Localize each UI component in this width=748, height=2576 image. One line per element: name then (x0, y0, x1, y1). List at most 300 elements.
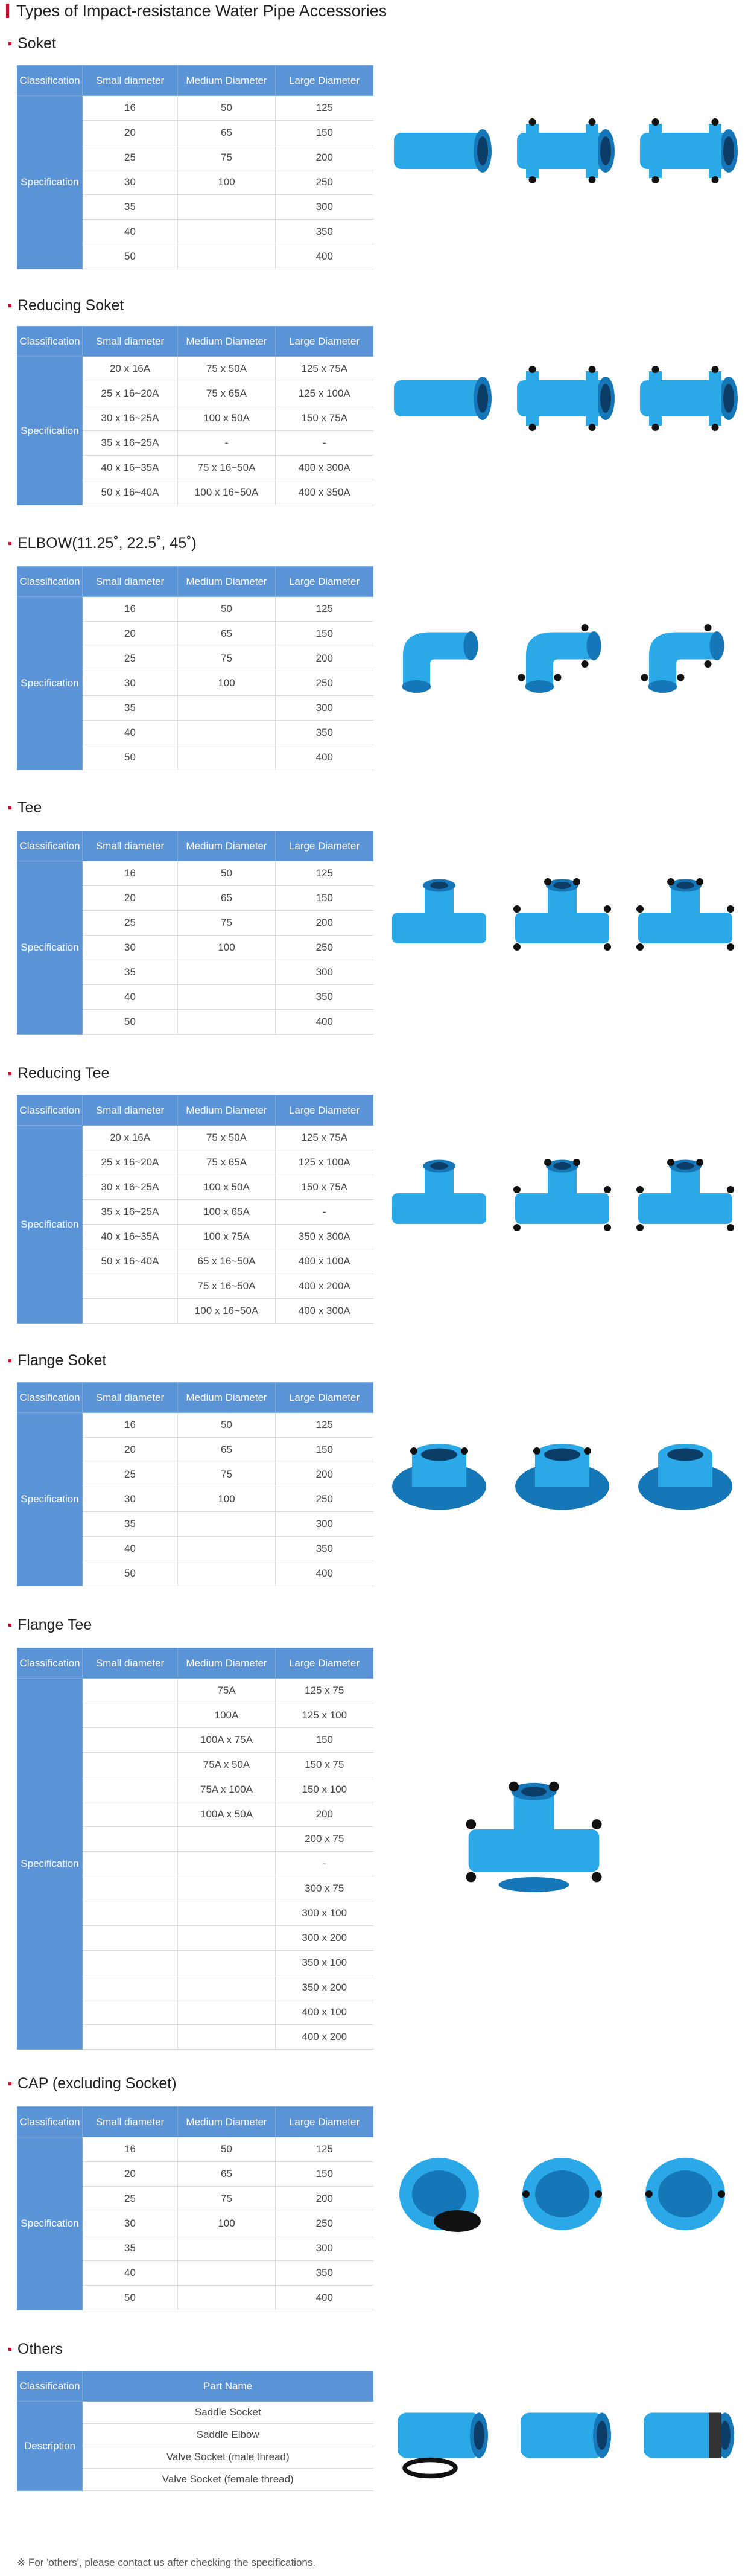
table-cell (178, 1827, 276, 1852)
table-cell: 100 x 65A (178, 1200, 276, 1225)
header-large-diameter: Large Diameter (276, 66, 373, 96)
table-cell: 75 (178, 1462, 276, 1487)
table-cell: 300 (276, 195, 373, 220)
header-classification: Classification (17, 2371, 83, 2402)
table-header-row (17, 1648, 373, 1679)
spec-table-reducing_tee (17, 1095, 373, 1324)
table-cell: 150 (276, 121, 373, 145)
table-cell: 300 (276, 2236, 373, 2261)
bullet-icon (8, 1359, 11, 1362)
header-classification: Classification (17, 327, 83, 357)
section-title-soket (8, 34, 56, 53)
table-cell: 100 x 50A (178, 1175, 276, 1200)
header-small-diameter: Small diameter (83, 327, 178, 357)
table-cell: 150 (276, 622, 373, 646)
table-row (17, 597, 373, 622)
section-title-text: Others (17, 2340, 63, 2358)
header-medium-diameter: Medium Diameter (178, 831, 276, 861)
table-cell: - (276, 431, 373, 456)
table-cell: - (276, 1200, 373, 1225)
table-cell: 40 (83, 985, 178, 1010)
fitting-image (631, 353, 740, 447)
fitting-image (385, 869, 493, 963)
table-cell (178, 244, 276, 269)
table-cell: 40 x 16~35A (83, 1225, 178, 1249)
table-cell: 35 (83, 960, 178, 985)
table-cell (83, 1802, 178, 1827)
table-cell: 350 x 100 (276, 1951, 373, 1975)
table-cell (83, 1679, 178, 1703)
table-cell: Saddle Elbow (83, 2424, 373, 2446)
header-large-diameter: Large Diameter (276, 567, 373, 597)
spec-table-reducing_soket (17, 326, 373, 505)
table-cell (178, 2236, 276, 2261)
table-cell: 100A x 75A (178, 1728, 276, 1753)
table-cell: 50 (178, 861, 276, 886)
row-label-specification: Specification (17, 1126, 83, 1324)
table-cell: 150 x 75 (276, 1753, 373, 1777)
header-small-diameter: Small diameter (83, 831, 178, 861)
table-cell (178, 960, 276, 985)
table-cell: 65 (178, 121, 276, 145)
table-cell: 150 (276, 1438, 373, 1462)
table-header-row (17, 327, 373, 357)
table-cell: 50 x 16~40A (83, 480, 178, 505)
section-title-tee (8, 798, 42, 817)
table-cell: 20 x 16A (83, 357, 178, 381)
fitting-image (631, 869, 740, 963)
table-cell (178, 220, 276, 244)
table-cell: 75 x 65A (178, 381, 276, 406)
bullet-icon (8, 2082, 11, 2085)
table-cell: 200 (276, 911, 373, 936)
table-cell: 75A x 100A (178, 1777, 276, 1802)
spec-table-tee (17, 831, 373, 1035)
table-cell: 35 (83, 195, 178, 220)
table-header-row (17, 1383, 373, 1413)
table-cell (83, 1975, 178, 2000)
fitting-image (631, 610, 740, 703)
fitting-image (508, 2149, 616, 2242)
table-cell: 250 (276, 2211, 373, 2236)
table-header-row (17, 1095, 373, 1126)
table-cell: 400 (276, 2286, 373, 2310)
header-small-diameter: Small diameter (83, 567, 178, 597)
bullet-icon (8, 2348, 11, 2351)
table-cell: 125 (276, 861, 373, 886)
bullet-icon (8, 1072, 11, 1075)
table-cell (178, 1901, 276, 1926)
fitting-image (508, 869, 616, 963)
table-cell: 125 x 100 (276, 1703, 373, 1728)
table-cell: 50 (178, 1413, 276, 1438)
section-title-flange_soket (8, 1351, 106, 1370)
table-cell (83, 1728, 178, 1753)
header-medium-diameter: Medium Diameter (178, 66, 276, 96)
table-cell: 40 (83, 220, 178, 244)
header-large-diameter: Large Diameter (276, 2107, 373, 2137)
row-label-specification: Specification (17, 861, 83, 1035)
header-large-diameter: Large Diameter (276, 1383, 373, 1413)
table-cell: 300 x 200 (276, 1926, 373, 1951)
table-cell: 25 (83, 646, 178, 671)
table-cell: 350 x 300A (276, 1225, 373, 1249)
table-cell: 40 (83, 721, 178, 745)
header-small-diameter: Small diameter (83, 1383, 178, 1413)
product-images-soket (385, 106, 740, 199)
table-cell: 30 (83, 170, 178, 195)
table-cell: 16 (83, 2137, 178, 2162)
table-cell (178, 1876, 276, 1901)
bullet-icon (8, 1624, 11, 1627)
table-cell: 300 x 100 (276, 1901, 373, 1926)
table-cell: 150 x 100 (276, 1777, 373, 1802)
table-header-row (17, 66, 373, 96)
table-cell: 350 x 200 (276, 1975, 373, 2000)
table-cell (83, 1753, 178, 1777)
table-cell: 100 (178, 671, 276, 696)
section-title-text: Flange Soket (17, 1351, 107, 1369)
table-cell: 25 (83, 2187, 178, 2211)
table-cell: 300 (276, 696, 373, 721)
table-cell: 200 x 75 (276, 1827, 373, 1852)
table-cell: 125 x 100A (276, 381, 373, 406)
table-cell: 50 (178, 597, 276, 622)
table-row (17, 1679, 373, 1703)
table-cell: 350 (276, 985, 373, 1010)
table (17, 566, 373, 770)
table-cell: Valve Socket (female thread) (83, 2469, 373, 2491)
table-cell: 200 (276, 1802, 373, 1827)
table-cell: 40 (83, 2261, 178, 2286)
table-cell: 35 (83, 2236, 178, 2261)
table-cell: 50 (83, 1010, 178, 1035)
table-cell: 50 (178, 96, 276, 121)
table-cell: 25 x 16~20A (83, 381, 178, 406)
table-cell (178, 1010, 276, 1035)
fitting-image (508, 1150, 616, 1243)
table-cell: 65 (178, 886, 276, 911)
table-cell: 125 x 75A (276, 357, 373, 381)
table-cell (178, 2286, 276, 2310)
table-header-row (17, 2371, 373, 2402)
header-medium-diameter: Medium Diameter (178, 1095, 276, 1126)
header-classification: Classification (17, 2107, 83, 2137)
table (17, 1382, 373, 1586)
table-cell: 50 (178, 2137, 276, 2162)
table-cell: 16 (83, 861, 178, 886)
header-classification: Classification (17, 831, 83, 861)
table-cell (83, 1926, 178, 1951)
table-cell: 20 x 16A (83, 1126, 178, 1150)
table-cell: 100 (178, 1487, 276, 1512)
table-cell: 35 (83, 1512, 178, 1537)
table-cell: 150 (276, 886, 373, 911)
product-images-reducing_tee (385, 1150, 740, 1243)
product-images-flange_soket (385, 1427, 740, 1521)
table-cell: 25 (83, 145, 178, 170)
bullet-icon (8, 806, 11, 809)
section-title-reducing_tee (8, 1063, 109, 1083)
table-cell: 400 (276, 745, 373, 770)
table-cell: 125 (276, 1413, 373, 1438)
table-cell: 250 (276, 1487, 373, 1512)
spec-table-soket (17, 65, 373, 269)
table-cell: 65 (178, 2162, 276, 2187)
table-cell: 75 x 65A (178, 1150, 276, 1175)
page-title (6, 0, 387, 22)
fitting-image (385, 2149, 493, 2242)
table-cell (178, 2025, 276, 2050)
table-cell: 20 (83, 886, 178, 911)
row-label-specification: Specification (17, 1679, 83, 2050)
table-cell: 30 x 16~25A (83, 406, 178, 431)
fitting-image (631, 1427, 740, 1521)
table-cell: 400 x 100 (276, 2000, 373, 2025)
table-cell: 35 x 16~25A (83, 431, 178, 456)
table-cell: 20 (83, 121, 178, 145)
table-cell: 100 x 16~50A (178, 480, 276, 505)
table-row (17, 861, 373, 886)
table-cell: 100 (178, 936, 276, 960)
fitting-image (458, 1768, 609, 1898)
header-medium-diameter: Medium Diameter (178, 1383, 276, 1413)
table-cell: 100A x 50A (178, 1802, 276, 1827)
table-cell: 30 (83, 1487, 178, 1512)
fitting-image (631, 106, 740, 199)
fitting-image (508, 353, 616, 447)
table-cell (178, 1537, 276, 1561)
fitting-image (508, 1427, 616, 1521)
table-cell: 100 x 75A (178, 1225, 276, 1249)
table-cell: 16 (83, 96, 178, 121)
table-cell (178, 721, 276, 745)
table (17, 2106, 373, 2310)
table-cell (178, 1951, 276, 1975)
table-cell: 30 (83, 2211, 178, 2236)
section-title-text: CAP (excluding Socket) (17, 2074, 177, 2092)
table-cell: 150 (276, 2162, 373, 2187)
fitting-image (385, 106, 493, 199)
title-bar (6, 4, 9, 18)
table-cell: 75 x 16~50A (178, 456, 276, 480)
table-cell: 400 x 350A (276, 480, 373, 505)
header-classification: Classification (17, 1095, 83, 1126)
fitting-image (385, 2390, 493, 2484)
table-cell: 125 x 75A (276, 1126, 373, 1150)
table-cell: 25 x 16~20A (83, 1150, 178, 1175)
spec-table-cap (17, 2106, 373, 2310)
header-part-name: Part Name (83, 2371, 373, 2402)
table-cell: 25 (83, 911, 178, 936)
row-label-specification: Specification (17, 2137, 83, 2310)
table-cell: 125 (276, 96, 373, 121)
header-medium-diameter: Medium Diameter (178, 2107, 276, 2137)
table-cell: 65 (178, 1438, 276, 1462)
table-cell: Valve Socket (male thread) (83, 2446, 373, 2469)
table (17, 1095, 373, 1324)
table-cell (178, 1926, 276, 1951)
fitting-image (631, 2149, 740, 2242)
table-cell (83, 2000, 178, 2025)
table-cell: 30 (83, 671, 178, 696)
spec-table-flange_tee (17, 1648, 373, 2050)
table-cell: 75A x 50A (178, 1753, 276, 1777)
section-title-reducing_soket (8, 296, 124, 315)
table-cell (178, 2000, 276, 2025)
table-cell: 100 x 50A (178, 406, 276, 431)
table-row (17, 1126, 373, 1150)
spec-table-others (17, 2371, 373, 2491)
header-large-diameter: Large Diameter (276, 1648, 373, 1679)
table-cell: 125 (276, 597, 373, 622)
product-images-tee (385, 869, 740, 963)
table-cell (83, 1901, 178, 1926)
table (17, 326, 373, 505)
section-title-text: Reducing Soket (17, 296, 124, 314)
table-cell (83, 1852, 178, 1876)
table-header-row (17, 2107, 373, 2137)
table-cell: 400 (276, 1010, 373, 1035)
table-cell: 20 (83, 622, 178, 646)
table-cell: 400 (276, 244, 373, 269)
table-cell (178, 1561, 276, 1586)
table-cell (178, 2261, 276, 2286)
table-cell: 16 (83, 1413, 178, 1438)
table-cell: 350 (276, 721, 373, 745)
row-label-description: Description (17, 2402, 83, 2491)
table-cell (83, 1274, 178, 1299)
table-cell: 250 (276, 936, 373, 960)
footnote: ※ For 'others', please contact us after checking the specifications. (17, 2557, 316, 2568)
table-cell (83, 1951, 178, 1975)
table (17, 831, 373, 1035)
table-cell: 200 (276, 2187, 373, 2211)
table-header-row (17, 567, 373, 597)
table-cell: 125 x 100A (276, 1150, 373, 1175)
table-cell: Saddle Socket (83, 2402, 373, 2424)
table (17, 65, 373, 269)
table-cell (178, 1975, 276, 2000)
table-cell: 350 (276, 220, 373, 244)
table-header-row (17, 831, 373, 861)
table-cell: 16 (83, 597, 178, 622)
section-title-text: Soket (17, 34, 56, 52)
header-classification: Classification (17, 1383, 83, 1413)
table-cell (178, 985, 276, 1010)
table-cell: 400 x 200 (276, 2025, 373, 2050)
table-cell: - (276, 1852, 373, 1876)
bullet-icon (8, 42, 11, 45)
header-classification: Classification (17, 1648, 83, 1679)
row-label-specification: Specification (17, 357, 83, 505)
table-cell (83, 2025, 178, 2050)
product-images-cap (385, 2149, 740, 2242)
table-cell: 50 (83, 244, 178, 269)
fitting-image (508, 610, 616, 703)
fitting-image (385, 1150, 493, 1243)
table-cell: 400 x 300A (276, 456, 373, 480)
table-cell: 40 x 16~35A (83, 456, 178, 480)
table-cell (178, 745, 276, 770)
table-cell: 75 (178, 2187, 276, 2211)
table-cell: 350 (276, 2261, 373, 2286)
table-cell: 20 (83, 2162, 178, 2187)
table-row (17, 2137, 373, 2162)
table-cell (83, 1299, 178, 1324)
row-label-specification: Specification (17, 1413, 83, 1586)
header-small-diameter: Small diameter (83, 2107, 178, 2137)
spec-table-elbow (17, 566, 373, 770)
header-small-diameter: Small diameter (83, 66, 178, 96)
table-cell: 75 (178, 646, 276, 671)
table-cell: 400 (276, 1561, 373, 1586)
section-title-others (8, 2339, 63, 2359)
table-cell: 150 x 75A (276, 406, 373, 431)
table-cell: 75A (178, 1679, 276, 1703)
table-cell (83, 1876, 178, 1901)
table-cell: 65 x 16~50A (178, 1249, 276, 1274)
spec-table-flange_soket (17, 1382, 373, 1586)
header-large-diameter: Large Diameter (276, 1095, 373, 1126)
fitting-image (385, 1427, 493, 1521)
table-cell: 250 (276, 170, 373, 195)
table-cell: 400 x 300A (276, 1299, 373, 1324)
table-cell: 300 x 75 (276, 1876, 373, 1901)
table-row (17, 357, 373, 381)
table-cell (83, 1703, 178, 1728)
table-cell: 100 (178, 2211, 276, 2236)
table-cell (178, 1852, 276, 1876)
product-images-others (385, 2390, 740, 2484)
table-cell (178, 195, 276, 220)
header-classification: Classification (17, 66, 83, 96)
table (17, 2371, 373, 2491)
table-cell: 150 x 75A (276, 1175, 373, 1200)
table-cell: 400 x 200A (276, 1274, 373, 1299)
bullet-icon (8, 304, 11, 307)
product-images-flange_tee (458, 1768, 609, 1898)
bullet-icon (8, 542, 11, 545)
section-title-text: ELBOW(11.25˚, 22.5˚, 45˚) (17, 534, 197, 552)
header-medium-diameter: Medium Diameter (178, 327, 276, 357)
table-cell: 200 (276, 646, 373, 671)
header-small-diameter: Small diameter (83, 1095, 178, 1126)
table-cell (83, 1827, 178, 1852)
table-cell (178, 696, 276, 721)
table-cell: 40 (83, 1537, 178, 1561)
table-cell (178, 1512, 276, 1537)
fitting-image (631, 1150, 740, 1243)
table-row (17, 96, 373, 121)
fitting-image (631, 2390, 740, 2484)
table-cell (83, 1777, 178, 1802)
table (17, 1648, 373, 2050)
section-title-text: Flange Tee (17, 1616, 92, 1633)
table-cell: 75 (178, 145, 276, 170)
table-cell: 125 x 75 (276, 1679, 373, 1703)
section-title-elbow (8, 534, 197, 553)
section-title-text: Tee (17, 799, 42, 816)
header-medium-diameter: Medium Diameter (178, 567, 276, 597)
table-cell: - (178, 431, 276, 456)
table-cell: 50 (83, 1561, 178, 1586)
table-cell: 25 (83, 1462, 178, 1487)
section-title-flange_tee (8, 1615, 92, 1634)
table-cell: 200 (276, 145, 373, 170)
row-label-specification: Specification (17, 597, 83, 770)
table-cell: 300 (276, 1512, 373, 1537)
